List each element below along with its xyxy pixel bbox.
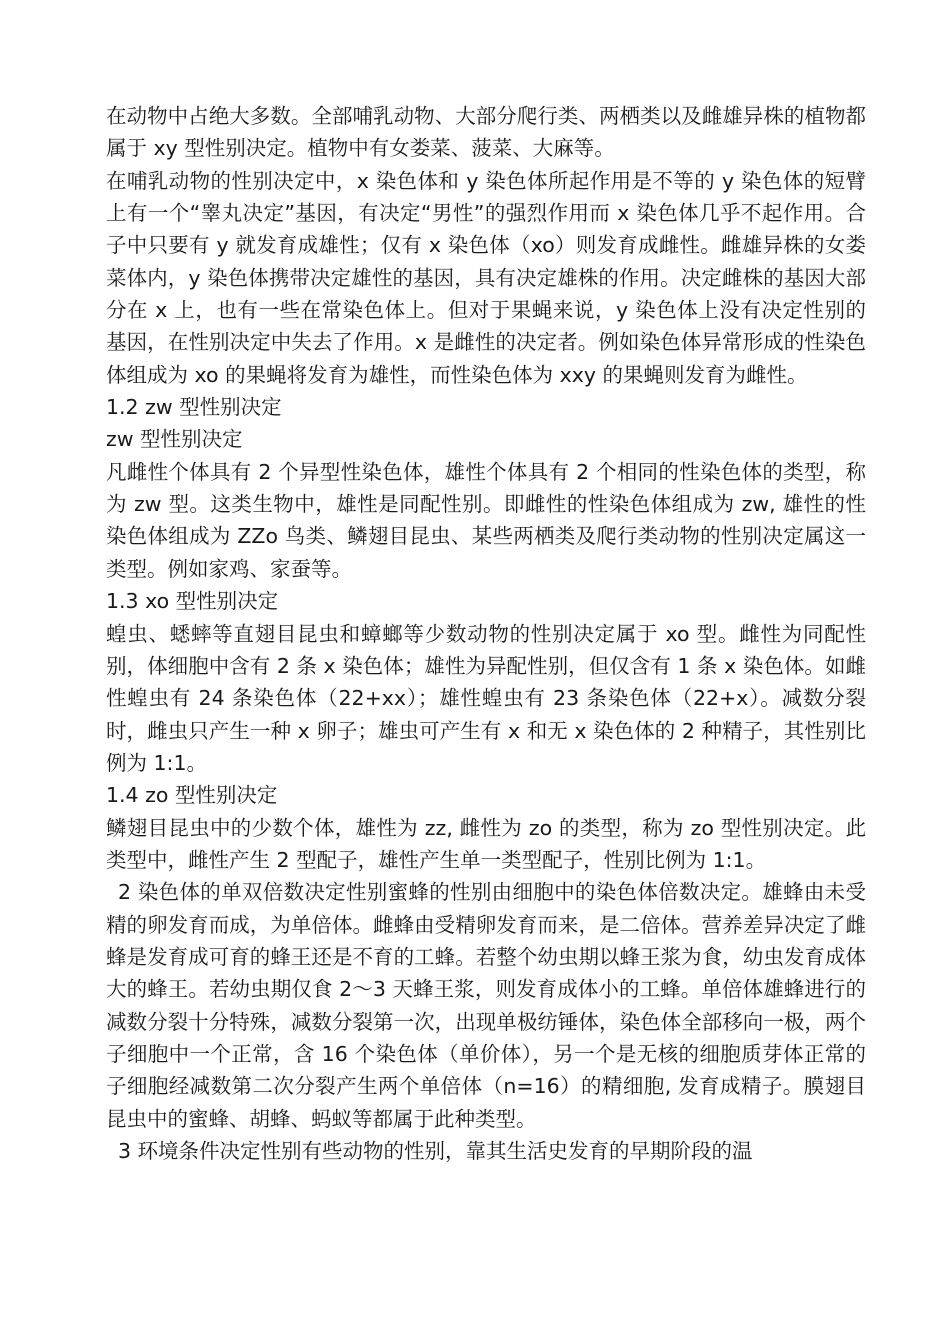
paragraph-environment: 3 环境条件决定性别有些动物的性别，靠其生活史发育的早期阶段的温 (118, 1139, 753, 1163)
subheading-zw: zw 型性别决定 (106, 427, 243, 452)
paragraph-mammal-sex-determination: 在哺乳动物的性别决定中，x 染色体和 y 染色体所起作用是不等的 y 染色体的短臂上有一个“睾丸决定”基因，有决定“男性”的强烈作用而 x 染色体几乎不起作用。合子中只要有 y 就发育成雄性；仅有 x 染色体（xo）则发育成雌性。雌雄异株的女娄菜体内，y 染色体携带决定雄性的基因，具有决定雄株的作用。决定雌株的基因大部分在 x 上，也有一些在常染色体上。但对于果蝇来说，y 染色体上没有决定性别的基因，在性别决定中失去了作用。x 是雌性的决定者。例如染色体异常形成的性染色体组成为 xo 的果蝇将发育为雄性，而性染色体为 xxy 的果蝇则发育为雌性。 (106, 168, 866, 387)
paragraph-zo-type: 鳞翅目昆虫中的少数个体，雄性为 zz, 雌性为 zo 的类型，称为 zo 型性别决定。此类型中，雌性产生 2 型配子，雄性产生单一类型配子，性别比例为 1:1。 (106, 815, 866, 872)
paragraph-xo-type: 蝗虫、蟋蟀等直翅目昆虫和蟑螂等少数动物的性别决定属于 xo 型。雌性为同配性别，体细胞中含有 2 条 x 染色体；雄性为异配性别，但仅含有 1 条 x 染色体。如雌性蝗虫有 24 条染色体（22+xx）；雄性蝗虫有 23 条染色体（22+x）。减数分裂时，雌虫只产生一种 x 卵子；雄虫可产生有 x 和无 x 染色体的 2 种精子，其性别比例为 1:1。 (106, 621, 866, 775)
section-heading-1-4: 1.4 zo 型性别决定 (106, 783, 278, 808)
section-heading-1-3: 1.3 xo 型性别决定 (106, 589, 279, 614)
paragraph-zw-type: 凡雌性个体具有 2 个异型性染色体，雄性个体具有 2 个相同的性染色体的类型，称为 zw 型。这类生物中，雄性是同配性别。即雌性的性染色体组成为 zw, 雄性的性染色体组成为 ZZo 鸟类、鳞翅目昆虫、某些两栖类及爬行类动物的性别决定属这一类型。例如家鸡、家蚕等。 (106, 459, 866, 581)
paragraph-xy-intro: 在动物中占绝大多数。全部哺乳动物、大部分爬行类、两栖类以及雌雄异株的植物都属于 xy 型性别决定。植物中有女娄菜、菠菜、大麻等。 (106, 104, 866, 161)
document-page (106, 100, 866, 1167)
paragraph-haplodiploidy: 2 染色体的单双倍数决定性别蜜蜂的性别由细胞中的染色体倍数决定。雄蜂由未受精的卵发育而成，为单倍体。雌蜂由受精卵发育而来，是二倍体。营养差异决定了雌蜂是发育成可育的蜂王还是不育的工蜂。若整个幼虫期以蜂王浆为食，幼虫发育成体大的蜂王。若幼虫期仅食 2～3 天蜂王浆，则发育成体小的工蜂。单倍体雄蜂进行的减数分裂十分特殊，减数分裂第一次，出现单极纺锤体，染色体全部移向一极，两个子细胞中一个正常，含 16 个染色体（单价体），另一个是无核的细胞质芽体正常的子细胞经减数第二次分裂产生两个单倍体（n=16）的精细胞, 发育成精子。膜翅目昆虫中的蜜蜂、胡蜂、蚂蚁等都属于此种类型。 (106, 880, 866, 1131)
section-heading-1-2: 1.2 zw 型性别决定 (106, 395, 282, 420)
